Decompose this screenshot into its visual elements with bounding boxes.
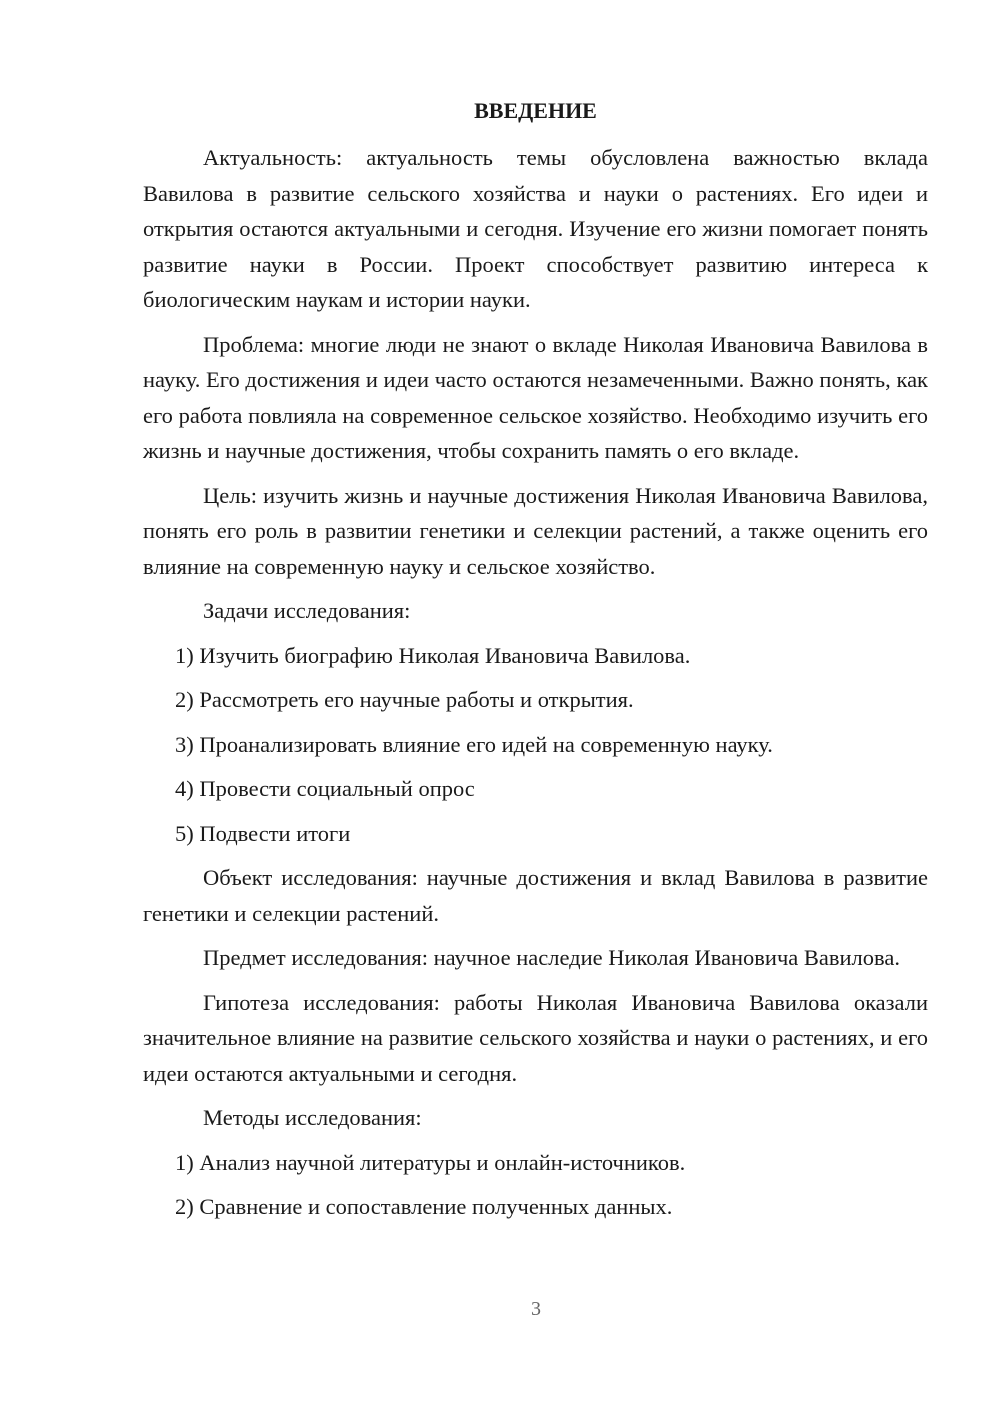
list-item: 1) Изучить биографию Николая Ивановича Вавилова. — [175, 642, 691, 668]
object-paragraph: Объект исследования: научные достижения и вклад Вавилова в развитие генетики и селекции растений. — [143, 865, 928, 926]
list-item: 3) Проанализировать влияние его идей на современную науку. — [175, 731, 773, 757]
methods-title: Методы исследования: — [203, 1105, 422, 1130]
page-heading: ВВЕДЕНИЕ — [474, 98, 597, 123]
subject-paragraph: Предмет исследования: научное наследие Николая Ивановича Вавилова. — [203, 945, 900, 970]
page-number: 3 — [531, 1298, 541, 1320]
list-item: 2) Сравнение и сопоставление полученных данных. — [175, 1194, 673, 1219]
goal-paragraph: Цель: изучить жизнь и научные достижения Николая Ивановича Вавилова, понять его роль в развитии генетики и селекции растений, а также оценить его влияние на современную науку и сельское хозяйство. — [143, 482, 928, 579]
problem-paragraph: Проблема: многие люди не знают о вкладе Николая Ивановича Вавилова в науку. Его достижения и идеи часто остаются незамеченными. Важно понять, как его работа повлияла на современное сельское хозяйство. Необходимо изучить его жизнь и научные достижения, чтобы сохранить память о его вкладе. — [143, 331, 928, 463]
page-content — [143, 94, 928, 1234]
hypothesis-paragraph: Гипотеза исследования: работы Николая Ивановича Вавилова оказали значительное влияние на развитие сельского хозяйства и науки о растениях, и его идеи остаются актуальными и сегодня. — [143, 989, 928, 1086]
relevance-paragraph: Актуальность: актуальность темы обусловлена важностью вклада Вавилова в развитие сельского хозяйства и науки о растениях. Его идеи и открытия остаются актуальными и сегодня. Изучение его жизни помогает понять развитие науки в России. Проект способствует развитию интереса к биологическим наукам и истории науки. — [143, 145, 928, 312]
tasks-list — [143, 638, 928, 852]
list-item: 2) Рассмотреть его научные работы и открытия. — [175, 687, 634, 712]
methods-list — [143, 1145, 928, 1225]
list-item: 1) Анализ научной литературы и онлайн-источников. — [175, 1149, 686, 1175]
list-item: 4) Провести социальный опрос — [175, 776, 475, 801]
list-item: 5) Подвести итоги — [175, 820, 351, 846]
tasks-title: Задачи исследования: — [203, 598, 411, 623]
